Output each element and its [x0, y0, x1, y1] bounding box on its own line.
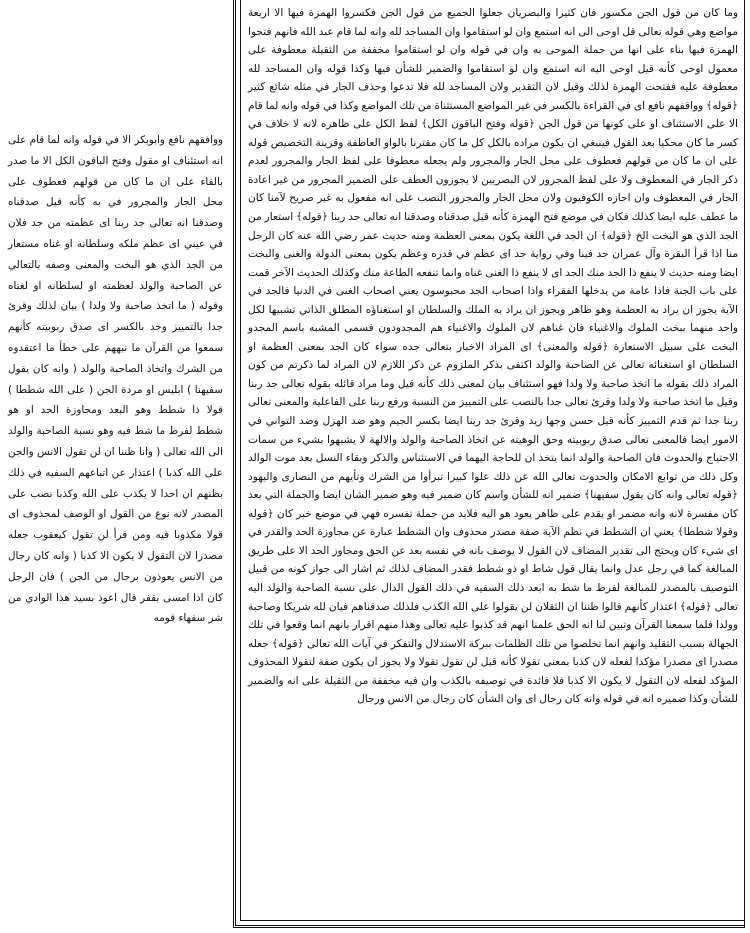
commentary-paragraph: وما كان من قول الجن مكسور فان كثيرا والبصريان جعلوا الجميع من قول الجن فكسروا الهمزة فيها الا اربعة مواضع وهي قوله تعالى قل اوحى الى انه استمع وان لو استقاموا وان المساجد لله وانه لما قام عبد الله فانهم فتحوا الهمزة فيها بناء على انها من جملة الموحى به وان في قوله وان لو استقاموا مخففة من الثقيلة معطوفة على معمول اوحى كأنه قيل اوحى اليه انه استمع وان لو استقاموا والضمير للشأن فيها وكذا قوله وان المساجد لله معطوفة عليه ففتحت الهمزة لذلك وقيل لان التقدير ولان المساجد لله فلا تدعوا وحذف الجار في مثله شائع كثير ﴿قوله﴾ وواقفهم نافع اى في القراءة بالكسر في غير المواضع المستثناة من تلك المواضع وكذا في قوله وانه لما قام الا على الاستئناف او على كونها من قول الجن ﴿قوله وفتح الباقون الكل﴾ لفظ الكل على ظاهره لانه لا خلاف في كسر ما كان محكيا بعد القول فينبغي ان يكون مراده بالكل كل ما كان مقترنا بالواو العاطفة وقرينة التخصيص قوله على ان ما كان من قولهم فعطوف على محل الجار والمجرور ولم يجعله معطوفا على لفظ الجار والمجرور لعدم ذكر الجار في المعطوف ولا على لفظ المجرور لان البصريين لا يجوزون العطف على الضمير المجرور من غير اعادة الجار في المعطوف وان اجازه الكوفيون ولان محل الجار والمجرور النصب على انه مفعول به غير صريح لآمنا كان ما عطف عليه ايضا كذلك فكان في موضع فتح الهمزة كأنه قيل صدقناه وصدقنا انه تعالى جد ربنا ﴿قوله﴾ استعار من الجد الذي هو البخت الخ ﴿قوله﴾ ان الجد في اللغة يكون بمعنى العظمة ومنه حديث عمر رضي الله عنه كان الرجل منا اذا قرأ البقرة وآل عمران جد فينا وفي رواية جد اى عظم في قدره وعظم يكون بمعنى الدولة والغنى والبخت ايضا ومنه حديث لا ينفع ذا الجد منك الجد اى لا ينفع ذا الغنى غناه وانما تنفعه الطاعة منك وكذلك الحديث الآخر قمت على باب الجنة فاذا عامة من يدخلها الفقراء واذا اصحاب الجد محبوسون يعني اصحاب الغنى في الدنيا فالجد في الآية يجوز ان يراد به العظمة وهو ظاهر ويجوز ان يراد به الملك والسلطان او استغناؤه المطلق الذاتي تشبيها لكل واحد منهما ببخت الملوك والاغنياء فان غناهم لان الملوك والاغنياء هم المجدودون فسمى المشبه باسم المجدو البخت على سبيل الاستعارة ﴿قوله والمعنى﴾ اى المراد الاخبار بتعالى جده سواء كان الجد بمعنى العظمة او السلطان او استغنائه تعالى عن الصاحبة والولد اكتفى بذكر الملزوم عن ذكر اللازم لان المراد لما ذكرتم من كون المراد ذلك بقوله ما اتخذ صاحبة ولا ولدا فهو استئناف بيان لمعنى ذلك كأنه قيل وما مراد قائله بقوله تعالى جد ربنا وقيل ما اتخذ صاحبة ولا ولدا وقرئ تعالى جدا بالنصب على التمييز من النسبة ورفع ربنا على الفاعلية والمعنى تعالى ربنا جدا ثم قدم التمييز كأنه قيل حسن وجها زيد وقرئ جد ربنا ايضا بكسر الجيم وهو ضد الهزل وضد التواني في الامور ايضا فالمعنى تعالى صدق ربوبيته وحق الوهيته عن اتخاذ الصاحبة والولد والالهة لا يشبهوا بشيء من سمات الاحتياج والحدوث فان الصاحبة والولد انما يتخذ ان للحاجة اليهما في الاستئناس والذكر وبقاء النسل بعد موت الوالد وكل ذلك من توابع الامكان والحدوث تعالى الله عن ذلك علوا كبيرا تبرأوا من الشرك وتأيهم من النصارى واليهود ﴿قوله تعالى وانه كان يقول سفيهنا﴾ ضمير انه للشأن واسم كان ضمير فيه وهو ضمير الشان ايضا والجملة التي بعد كان مفسرة لانه وانه مضمر او يقدم على ظاهر يعود هو اليه فلابد من جملة تفسره فهي في موضع خبر كان ﴿قوله وقولا شططا﴾ يعني ان الشطط في نظم الآية صفة مصدر محذوف وان الشطط عبارة عن مجاوزة الحد والقدر في اى شيء كان ويحتج الى تقدير المضاف لان القول لا يوصف بانه في نفسه بعد عن الحق ومجاوز الحد الا على طريق المبالغة كما في رجل عدل وانما يقال قول شاط او ذو شطط فقدر المضاف لذلك ثم اشار الى جواز كونه من قبيل التوصيف بالمصدر للمبالغة لفرط ما شط به ابعد ذلك السفيه في ذلك القول الدال على نسبة الصاحبة والولد اليه تعالى ﴿قوله﴾ اعتذار كأنهم قالوا ظننا ان الثقلان لن يقولوا على الله الكذب فلذلك صدقناهم فيان لله شريكا وصاحبة وولدا فلما سمعنا القرآن وتبين لنا انه الحق علمنا انهم قد كذبوا عليه تعالى وهذا منهم اقرار بانهم انما وقعوا في تلك الجهالة بسبب التقليد وانهم انما تخلصوا من تلك الظلمات ببركة الاستدلال والتفكر في آيات الله تعالى ﴿قوله﴾ جعله مصدرا اى مصدرا مؤكدا لفعله لان كذبا بمعنى تقولا كأنه قيل لن تقول تقولا ولا يجوز ان يكون صفة لتقولا المحذوف المؤكد لفعله لان التقول لا يكون الا كذبا فلا فائدة في توصيفه بالكذب وان فيه مخففة من الثقيلة على انه والضمير للشأن وكذا ضميره انه في قوله وانه كان رجال اى وان الشأن كان رجال من الانس ورجال — [248, 7, 738, 706]
margin-paragraph: ووافقهم نافع وابوبكر الا في قوله وانه لما قام على انه استئناف او مقول وفتح الباقون الكل الا ما صدر بالفاء على ان ما كان من قولهم فعطوف على محل الجار والمجرور في به كأنه قيل صدقناه وصدقنا انه تعالى جد ربنا اى عظمته من جد فلان في عيني اى عظم ملكه وسلطانه او غناه مستعار من الجد الذي هو البخت والمعنى وصفه بالتعالي عن الصاحبة والولد لعظمته او لسلطانه او لغناه وقوله ( ما اتخذ صاحبة ولا ولدا ) بيان لذلك وقرئ جدا بالتمييز وجد بالكسر اى صدق ربوبيته كأنهم سمعوا من القرآن ما نبههم على خطأ ما اعتقدوه من الشرك واتخاذ الصاحبة والولد ( وانه كان يقول سفيهنا ) ابليس او مردة الجن ( على الله شططا ) قولا ذا شطط وهو البعد ومجاوزة الحد او هو شطط لفرط ما شط فيه وهو نسبة الصاحبة والولد الى الله تعالى ( وانا ظننا ان لن تقول الانس والجن على الله كذبا ) اعتذار عن اتباعهم السفيه في ذلك بظنهم ان احدا لا يكذب على الله وكذبا نصب على المصدر لانه نوع من القول او الوصف لمحذوف اى قولا مكذوبا فيه ومن قرأ لن تقول كيعقوب جعله مصدرا لان التقول لا يكون الا كذبا ( وانه كان رجال من الانس يعوذون برجال من الجن ) فان الرجل كان اذا امسى بقفر قال اعوذ بسيد هذا الوادي من شر سفهاء قومه — [8, 134, 223, 625]
commentary-border-right — [742, 0, 745, 928]
margin-text-block — [8, 130, 223, 625]
commentary-text-block — [248, 4, 738, 916]
